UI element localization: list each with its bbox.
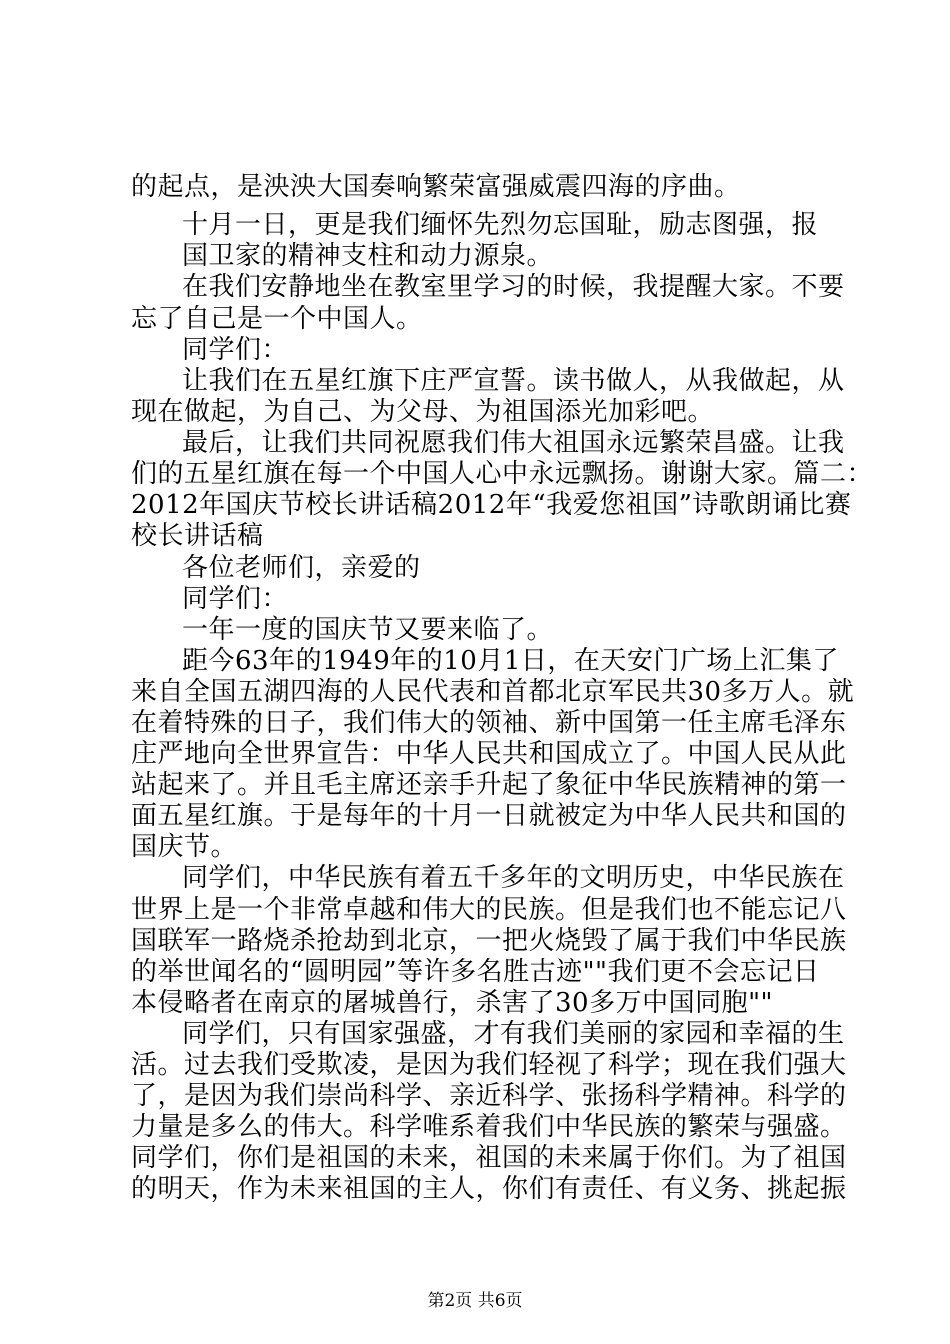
text-line: 校长讲话稿 <box>131 521 264 551</box>
text-line: 同学们： <box>182 584 289 614</box>
text-line: 国庆节。 <box>131 832 238 862</box>
text-line: 了，是因为我们崇尚科学、亲近科学、张扬科学精神。科学的 <box>131 1081 847 1111</box>
text-line: 的起点，是泱泱大国奏响繁荣富强威震四海的序曲。 <box>131 172 741 202</box>
text-line: 距今63年的1949年的10月1日，在天安门广场上汇集了 <box>182 646 839 676</box>
text-line: 在着特殊的日子，我们伟大的领袖、新中国第一任主席毛泽东 <box>131 708 847 738</box>
text-line: 同学们，只有国家强盛，才有我们美丽的家园和幸福的生 <box>182 1019 845 1049</box>
text-line: 世界上是一个非常卓越和伟大的民族。但是我们也不能忘记八 <box>131 895 847 925</box>
text-line: 本侵略者在南京的屠城兽行，杀害了30多万中国同胞"" <box>131 988 774 1018</box>
text-line: 活。过去我们受欺凌，是因为我们轻视了科学；现在我们强大 <box>131 1050 847 1080</box>
text-line: 十月一日，更是我们缅怀先烈勿忘国耻，励志图强，报 <box>182 210 819 240</box>
text-line: 同学们，你们是祖国的未来，祖国的未来属于你们。为了祖国 <box>131 1143 847 1173</box>
text-line: 面五星红旗。于是每年的十月一日就被定为中华人民共和国的 <box>131 801 847 831</box>
text-line: 一年一度的国庆节又要来临了。 <box>182 615 554 645</box>
text-line: 各位老师们，亲爱的 <box>182 553 421 583</box>
text-line: 们的五星红旗在每一个中国人心中永远飘扬。谢谢大家。篇二： <box>131 459 874 489</box>
text-line: 2012年国庆节校长讲话稿2012年“我爱您祖国”诗歌朗诵比赛 <box>131 490 852 520</box>
text-line: 来自全国五湖四海的人民代表和首都北京军民共30多万人。就 <box>131 677 855 707</box>
text-line: 的举世闻名的“圆明园”等许多名胜古迹""我们更不会忘记日 <box>131 957 820 987</box>
text-line: 站起来了。并且毛主席还亲手升起了象征中华民族精神的第一 <box>131 770 847 800</box>
text-line: 现在做起，为自己、为父母、为祖国添光加彩吧。 <box>131 397 715 427</box>
page-number-footer: 第2页 共6页 <box>427 1291 523 1311</box>
text-line: 国卫家的精神支柱和动力源泉。 <box>182 241 554 271</box>
text-line: 庄严地向全世界宣告：中华人民共和国成立了。中国人民从此 <box>131 739 847 769</box>
text-line: 最后，让我们共同祝愿我们伟大祖国永远繁荣昌盛。让我 <box>182 428 845 458</box>
text-line: 忘了自己是一个中国人。 <box>131 304 423 334</box>
text-line: 国联军一路烧杀抢劫到北京，一把火烧毁了属于我们中华民族 <box>131 926 847 956</box>
text-line: 在我们安静地坐在教室里学习的时候，我提醒大家。不要 <box>182 272 845 302</box>
text-line: 力量是多么的伟大。科学唯系着我们中华民族的繁荣与强盛。 <box>131 1112 847 1142</box>
text-line: 同学们： <box>182 335 289 365</box>
text-line: 让我们在五星红旗下庄严宣誓。读书做人，从我做起，从 <box>182 366 845 396</box>
text-line: 同学们，中华民族有着五千多年的文明历史，中华民族在 <box>182 863 845 893</box>
text-line: 的明天，作为未来祖国的主人，你们有责任、有义务、挑起振 <box>131 1174 847 1204</box>
